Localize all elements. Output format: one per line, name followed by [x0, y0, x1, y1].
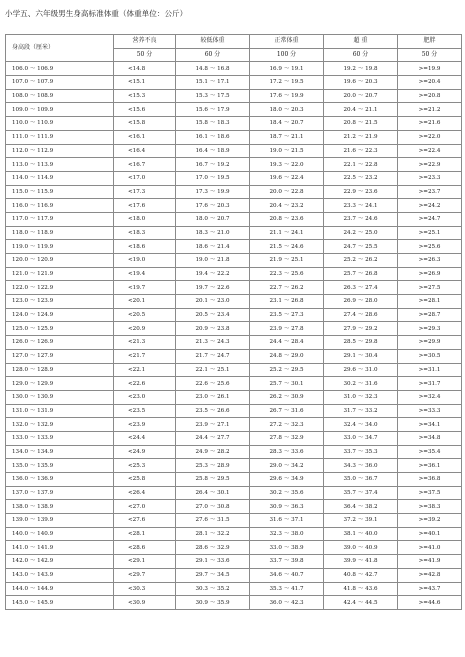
- obese-cell: >=35.4: [398, 445, 462, 459]
- malnutrition-cell: <20.1: [114, 295, 176, 309]
- malnutrition-cell: <18.0: [114, 212, 176, 226]
- low-weight-cell: 17.6 ～ 20.3: [176, 199, 250, 213]
- obese-cell: >=33.3: [398, 404, 462, 418]
- height-range-cell: 113.0 ～ 113.9: [6, 158, 114, 172]
- height-range-cell: 128.0 ～ 128.9: [6, 363, 114, 377]
- malnutrition-cell: <27.6: [114, 514, 176, 528]
- obese-cell: >=36.1: [398, 459, 462, 473]
- normal-weight-cell: 19.0 ～ 21.5: [250, 144, 324, 158]
- normal-weight-cell: 23.5 ～ 27.3: [250, 308, 324, 322]
- overweight-cell: 29.1 ～ 30.4: [324, 349, 398, 363]
- obese-cell: >=37.5: [398, 486, 462, 500]
- malnutrition-cell: <22.6: [114, 377, 176, 391]
- overweight-cell: 25.7 ～ 26.8: [324, 267, 398, 281]
- normal-weight-cell: 21.9 ～ 25.1: [250, 254, 324, 268]
- obese-cell: >=22.0: [398, 130, 462, 144]
- table-row: [6, 418, 462, 432]
- overweight-cell: 31.7 ～ 33.2: [324, 404, 398, 418]
- height-range-cell: 136.0 ～ 136.9: [6, 473, 114, 487]
- low-weight-cell: 25.3 ～ 28.9: [176, 459, 250, 473]
- low-weight-cell: 15.6 ～ 17.9: [176, 103, 250, 117]
- overweight-cell: 22.5 ～ 23.2: [324, 171, 398, 185]
- overweight-cell: 24.2 ～ 25.0: [324, 226, 398, 240]
- normal-weight-cell: 23.1 ～ 26.8: [250, 295, 324, 309]
- height-range-cell: 144.0 ～ 144.9: [6, 582, 114, 596]
- malnutrition-cell: <23.9: [114, 418, 176, 432]
- low-weight-cell: 17.3 ～ 19.9: [176, 185, 250, 199]
- obese-cell: >=20.4: [398, 76, 462, 90]
- overweight-cell: 37.2 ～ 39.1: [324, 514, 398, 528]
- malnutrition-cell: <15.3: [114, 89, 176, 103]
- height-range-cell: 140.0 ～ 140.9: [6, 527, 114, 541]
- low-weight-cell: 16.1 ～ 18.6: [176, 130, 250, 144]
- table-row: [6, 76, 462, 90]
- height-range-cell: 145.0 ～ 145.9: [6, 596, 114, 610]
- normal-weight-cell: 20.0 ～ 22.8: [250, 185, 324, 199]
- malnutrition-cell: <15.6: [114, 103, 176, 117]
- low-weight-cell: 20.5 ～ 23.4: [176, 308, 250, 322]
- height-range-cell: 142.0 ～ 142.9: [6, 555, 114, 569]
- height-range-cell: 106.0 ～ 106.9: [6, 62, 114, 76]
- table-row: [6, 500, 462, 514]
- height-range-cell: 123.0 ～ 123.9: [6, 295, 114, 309]
- low-weight-cell: 19.4 ～ 22.2: [176, 267, 250, 281]
- normal-weight-cell: 29.6 ～ 34.9: [250, 473, 324, 487]
- low-weight-cell: 22.6 ～ 25.6: [176, 377, 250, 391]
- normal-weight-cell: 32.3 ～ 38.0: [250, 527, 324, 541]
- malnutrition-cell: <27.0: [114, 500, 176, 514]
- overweight-cell: 34.3 ～ 36.0: [324, 459, 398, 473]
- malnutrition-cell: <22.1: [114, 363, 176, 377]
- obese-cell: >=21.6: [398, 117, 462, 131]
- low-weight-cell: 29.1 ～ 33.6: [176, 555, 250, 569]
- low-weight-cell: 30.3 ～ 35.2: [176, 582, 250, 596]
- table-row: [6, 555, 462, 569]
- obese-cell: >=28.1: [398, 295, 462, 309]
- table-row: [6, 445, 462, 459]
- malnutrition-cell: <29.7: [114, 568, 176, 582]
- overweight-cell: 20.4 ～ 21.1: [324, 103, 398, 117]
- normal-weight-cell: 26.2 ～ 30.9: [250, 390, 324, 404]
- height-range-cell: 138.0 ～ 138.9: [6, 500, 114, 514]
- obese-cell: >=41.9: [398, 555, 462, 569]
- normal-weight-cell: 30.9 ～ 36.3: [250, 500, 324, 514]
- overweight-cell: 26.9 ～ 28.0: [324, 295, 398, 309]
- score-obese: 50 分: [398, 48, 462, 62]
- normal-weight-cell: 34.6 ～ 40.7: [250, 568, 324, 582]
- table-row: [6, 199, 462, 213]
- obese-cell: >=26.9: [398, 267, 462, 281]
- obese-cell: >=23.7: [398, 185, 462, 199]
- obese-cell: >=41.0: [398, 541, 462, 555]
- table-row: [6, 322, 462, 336]
- malnutrition-cell: <23.0: [114, 390, 176, 404]
- height-range-cell: 132.0 ～ 132.9: [6, 418, 114, 432]
- malnutrition-cell: <23.5: [114, 404, 176, 418]
- overweight-cell: 22.1 ～ 22.8: [324, 158, 398, 172]
- overweight-cell: 23.3 ～ 24.1: [324, 199, 398, 213]
- obese-cell: >=44.6: [398, 596, 462, 610]
- low-weight-cell: 29.7 ～ 34.5: [176, 568, 250, 582]
- table-body: [6, 62, 462, 610]
- header-obese: 肥胖: [398, 35, 462, 49]
- malnutrition-cell: <24.9: [114, 445, 176, 459]
- table-row: [6, 295, 462, 309]
- normal-weight-cell: 29.0 ～ 34.2: [250, 459, 324, 473]
- overweight-cell: 25.2 ～ 26.2: [324, 254, 398, 268]
- obese-cell: >=34.8: [398, 431, 462, 445]
- obese-cell: >=24.7: [398, 212, 462, 226]
- low-weight-cell: 22.1 ～ 25.1: [176, 363, 250, 377]
- obese-cell: >=30.5: [398, 349, 462, 363]
- low-weight-cell: 19.0 ～ 21.8: [176, 254, 250, 268]
- low-weight-cell: 16.4 ～ 18.9: [176, 144, 250, 158]
- table-row: [6, 527, 462, 541]
- normal-weight-cell: 18.4 ～ 20.7: [250, 117, 324, 131]
- height-range-cell: 126.0 ～ 126.9: [6, 336, 114, 350]
- overweight-cell: 41.8 ～ 43.6: [324, 582, 398, 596]
- obese-cell: >=27.5: [398, 281, 462, 295]
- normal-weight-cell: 21.1 ～ 24.1: [250, 226, 324, 240]
- obese-cell: >=25.6: [398, 240, 462, 254]
- low-weight-cell: 21.3 ～ 24.3: [176, 336, 250, 350]
- height-range-cell: 110.0 ～ 110.9: [6, 117, 114, 131]
- obese-cell: >=34.1: [398, 418, 462, 432]
- height-range-cell: 130.0 ～ 130.9: [6, 390, 114, 404]
- low-weight-cell: 18.0 ～ 20.7: [176, 212, 250, 226]
- malnutrition-cell: <19.4: [114, 267, 176, 281]
- low-weight-cell: 15.8 ～ 18.3: [176, 117, 250, 131]
- malnutrition-cell: <15.8: [114, 117, 176, 131]
- table-row: [6, 62, 462, 76]
- height-range-cell: 135.0 ～ 135.9: [6, 459, 114, 473]
- table-row: [6, 336, 462, 350]
- table-row: [6, 103, 462, 117]
- table-row: [6, 281, 462, 295]
- height-range-header: 身高段（厘米）: [6, 35, 114, 62]
- obese-cell: >=40.1: [398, 527, 462, 541]
- malnutrition-cell: <20.5: [114, 308, 176, 322]
- obese-cell: >=36.8: [398, 473, 462, 487]
- table-row: [6, 171, 462, 185]
- normal-weight-cell: 26.7 ～ 31.6: [250, 404, 324, 418]
- height-range-cell: 134.0 ～ 134.9: [6, 445, 114, 459]
- table-row: [6, 596, 462, 610]
- malnutrition-cell: <18.6: [114, 240, 176, 254]
- malnutrition-cell: <28.6: [114, 541, 176, 555]
- normal-weight-cell: 25.7 ～ 30.1: [250, 377, 324, 391]
- overweight-cell: 27.9 ～ 29.2: [324, 322, 398, 336]
- normal-weight-cell: 31.6 ～ 37.1: [250, 514, 324, 528]
- overweight-cell: 30.2 ～ 31.6: [324, 377, 398, 391]
- table-row: [6, 308, 462, 322]
- obese-cell: >=28.7: [398, 308, 462, 322]
- weight-standard-table: [5, 34, 462, 610]
- malnutrition-cell: <16.1: [114, 130, 176, 144]
- obese-cell: >=38.3: [398, 500, 462, 514]
- table-row: [6, 404, 462, 418]
- obese-cell: >=29.9: [398, 336, 462, 350]
- normal-weight-cell: 35.3 ～ 41.7: [250, 582, 324, 596]
- header-overweight: 超 重: [324, 35, 398, 49]
- table-row: [6, 377, 462, 391]
- obese-cell: >=32.4: [398, 390, 462, 404]
- normal-weight-cell: 25.2 ～ 29.5: [250, 363, 324, 377]
- low-weight-cell: 20.1 ～ 23.0: [176, 295, 250, 309]
- obese-cell: >=42.8: [398, 568, 462, 582]
- overweight-cell: 28.5 ～ 29.8: [324, 336, 398, 350]
- low-weight-cell: 18.3 ～ 21.0: [176, 226, 250, 240]
- overweight-cell: 26.3 ～ 27.4: [324, 281, 398, 295]
- overweight-cell: 27.4 ～ 28.6: [324, 308, 398, 322]
- table-row: [6, 267, 462, 281]
- malnutrition-cell: <19.7: [114, 281, 176, 295]
- normal-weight-cell: 19.3 ～ 22.0: [250, 158, 324, 172]
- height-range-cell: 111.0 ～ 111.9: [6, 130, 114, 144]
- low-weight-cell: 23.5 ～ 26.6: [176, 404, 250, 418]
- obese-cell: >=20.8: [398, 89, 462, 103]
- height-range-cell: 112.0 ～ 112.9: [6, 144, 114, 158]
- low-weight-cell: 19.7 ～ 22.6: [176, 281, 250, 295]
- normal-weight-cell: 36.0 ～ 42.3: [250, 596, 324, 610]
- table-row: [6, 185, 462, 199]
- low-weight-cell: 27.0 ～ 30.8: [176, 500, 250, 514]
- normal-weight-cell: 22.3 ～ 25.6: [250, 267, 324, 281]
- header-low-weight: 较低体重: [176, 35, 250, 49]
- height-range-cell: 118.0 ～ 118.9: [6, 226, 114, 240]
- normal-weight-cell: 18.0 ～ 20.3: [250, 103, 324, 117]
- obese-cell: >=26.3: [398, 254, 462, 268]
- overweight-cell: 22.9 ～ 23.6: [324, 185, 398, 199]
- normal-weight-cell: 21.5 ～ 24.6: [250, 240, 324, 254]
- malnutrition-cell: <16.7: [114, 158, 176, 172]
- malnutrition-cell: <20.9: [114, 322, 176, 336]
- obese-cell: >=22.9: [398, 158, 462, 172]
- table-row: [6, 486, 462, 500]
- overweight-cell: 38.1 ～ 40.0: [324, 527, 398, 541]
- obese-cell: >=31.1: [398, 363, 462, 377]
- low-weight-cell: 28.1 ～ 32.2: [176, 527, 250, 541]
- height-range-cell: 107.0 ～ 107.9: [6, 76, 114, 90]
- normal-weight-cell: 20.8 ～ 23.6: [250, 212, 324, 226]
- table-row: [6, 390, 462, 404]
- normal-weight-cell: 24.4 ～ 28.4: [250, 336, 324, 350]
- malnutrition-cell: <21.3: [114, 336, 176, 350]
- height-range-cell: 116.0 ～ 116.9: [6, 199, 114, 213]
- table-row: [6, 459, 462, 473]
- obese-cell: >=23.3: [398, 171, 462, 185]
- score-overweight: 60 分: [324, 48, 398, 62]
- height-range-cell: 124.0 ～ 124.9: [6, 308, 114, 322]
- table-row: [6, 431, 462, 445]
- obese-cell: >=39.2: [398, 514, 462, 528]
- low-weight-cell: 24.9 ～ 28.2: [176, 445, 250, 459]
- header-row-categories: [6, 35, 462, 49]
- table-row: [6, 582, 462, 596]
- low-weight-cell: 25.8 ～ 29.5: [176, 473, 250, 487]
- low-weight-cell: 21.7 ～ 24.7: [176, 349, 250, 363]
- height-range-cell: 108.0 ～ 108.9: [6, 89, 114, 103]
- height-range-cell: 133.0 ～ 133.9: [6, 431, 114, 445]
- low-weight-cell: 20.9 ～ 23.8: [176, 322, 250, 336]
- overweight-cell: 31.0 ～ 32.3: [324, 390, 398, 404]
- low-weight-cell: 23.0 ～ 26.1: [176, 390, 250, 404]
- table-row: [6, 89, 462, 103]
- malnutrition-cell: <16.4: [114, 144, 176, 158]
- overweight-cell: 40.8 ～ 42.7: [324, 568, 398, 582]
- low-weight-cell: 16.7 ～ 19.2: [176, 158, 250, 172]
- normal-weight-cell: 16.9 ～ 19.1: [250, 62, 324, 76]
- low-weight-cell: 24.4 ～ 27.7: [176, 431, 250, 445]
- malnutrition-cell: <21.7: [114, 349, 176, 363]
- malnutrition-cell: <17.3: [114, 185, 176, 199]
- table-row: [6, 514, 462, 528]
- table-row: [6, 117, 462, 131]
- height-range-cell: 127.0 ～ 127.9: [6, 349, 114, 363]
- table-row: [6, 240, 462, 254]
- height-range-cell: 131.0 ～ 131.9: [6, 404, 114, 418]
- table-row: [6, 226, 462, 240]
- table-row: [6, 349, 462, 363]
- header-malnutrition: 营养不良: [114, 35, 176, 49]
- score-malnutrition: 50 分: [114, 48, 176, 62]
- score-low-weight: 60 分: [176, 48, 250, 62]
- overweight-cell: 35.7 ～ 37.4: [324, 486, 398, 500]
- height-range-cell: 119.0 ～ 119.9: [6, 240, 114, 254]
- malnutrition-cell: <25.3: [114, 459, 176, 473]
- normal-weight-cell: 24.8 ～ 29.0: [250, 349, 324, 363]
- table-row: [6, 541, 462, 555]
- malnutrition-cell: <19.0: [114, 254, 176, 268]
- normal-weight-cell: 30.2 ～ 35.6: [250, 486, 324, 500]
- low-weight-cell: 17.0 ～ 19.5: [176, 171, 250, 185]
- obese-cell: >=22.4: [398, 144, 462, 158]
- overweight-cell: 20.0 ～ 20.7: [324, 89, 398, 103]
- obese-cell: >=24.2: [398, 199, 462, 213]
- overweight-cell: 33.0 ～ 34.7: [324, 431, 398, 445]
- overweight-cell: 36.4 ～ 38.2: [324, 500, 398, 514]
- height-range-cell: 122.0 ～ 122.9: [6, 281, 114, 295]
- obese-cell: >=19.9: [398, 62, 462, 76]
- malnutrition-cell: <24.4: [114, 431, 176, 445]
- low-weight-cell: 28.6 ～ 32.9: [176, 541, 250, 555]
- normal-weight-cell: 27.8 ～ 32.9: [250, 431, 324, 445]
- overweight-cell: 20.8 ～ 21.5: [324, 117, 398, 131]
- low-weight-cell: 15.3 ～ 17.5: [176, 89, 250, 103]
- overweight-cell: 24.7 ～ 25.5: [324, 240, 398, 254]
- height-range-cell: 143.0 ～ 143.9: [6, 568, 114, 582]
- malnutrition-cell: <30.3: [114, 582, 176, 596]
- overweight-cell: 33.7 ～ 35.3: [324, 445, 398, 459]
- low-weight-cell: 18.6 ～ 21.4: [176, 240, 250, 254]
- overweight-cell: 19.2 ～ 19.8: [324, 62, 398, 76]
- obese-cell: >=43.7: [398, 582, 462, 596]
- normal-weight-cell: 33.7 ～ 39.8: [250, 555, 324, 569]
- overweight-cell: 21.2 ～ 21.9: [324, 130, 398, 144]
- low-weight-cell: 14.8 ～ 16.8: [176, 62, 250, 76]
- height-range-cell: 114.0 ～ 114.9: [6, 171, 114, 185]
- low-weight-cell: 27.6 ～ 31.5: [176, 514, 250, 528]
- low-weight-cell: 26.4 ～ 30.1: [176, 486, 250, 500]
- malnutrition-cell: <14.8: [114, 62, 176, 76]
- table-row: [6, 363, 462, 377]
- malnutrition-cell: <17.0: [114, 171, 176, 185]
- malnutrition-cell: <17.6: [114, 199, 176, 213]
- malnutrition-cell: <18.3: [114, 226, 176, 240]
- low-weight-cell: 30.9 ～ 35.9: [176, 596, 250, 610]
- overweight-cell: 35.0 ～ 36.7: [324, 473, 398, 487]
- table-row: [6, 144, 462, 158]
- obese-cell: >=29.3: [398, 322, 462, 336]
- height-range-cell: 121.0 ～ 121.9: [6, 267, 114, 281]
- overweight-cell: 39.9 ～ 41.8: [324, 555, 398, 569]
- overweight-cell: 19.6 ～ 20.3: [324, 76, 398, 90]
- height-range-cell: 117.0 ～ 117.9: [6, 212, 114, 226]
- height-range-cell: 125.0 ～ 125.9: [6, 322, 114, 336]
- normal-weight-cell: 17.2 ～ 19.5: [250, 76, 324, 90]
- low-weight-cell: 15.1 ～ 17.1: [176, 76, 250, 90]
- height-range-cell: 109.0 ～ 109.9: [6, 103, 114, 117]
- table-row: [6, 158, 462, 172]
- normal-weight-cell: 27.2 ～ 32.3: [250, 418, 324, 432]
- normal-weight-cell: 23.9 ～ 27.8: [250, 322, 324, 336]
- normal-weight-cell: 20.4 ～ 23.2: [250, 199, 324, 213]
- normal-weight-cell: 22.7 ～ 26.2: [250, 281, 324, 295]
- table-row: [6, 254, 462, 268]
- malnutrition-cell: <29.1: [114, 555, 176, 569]
- document-title: 小学五、六年级男生身高标准体重（体重单位：公斤）: [5, 9, 188, 18]
- overweight-cell: 32.4 ～ 34.0: [324, 418, 398, 432]
- table-row: [6, 568, 462, 582]
- overweight-cell: 23.7 ～ 24.6: [324, 212, 398, 226]
- table-row: [6, 473, 462, 487]
- overweight-cell: 21.6 ～ 22.3: [324, 144, 398, 158]
- table-row: [6, 130, 462, 144]
- height-range-cell: 141.0 ～ 141.9: [6, 541, 114, 555]
- malnutrition-cell: <15.1: [114, 76, 176, 90]
- score-normal-weight: 100 分: [250, 48, 324, 62]
- normal-weight-cell: 28.3 ～ 33.6: [250, 445, 324, 459]
- obese-cell: >=25.1: [398, 226, 462, 240]
- obese-cell: >=21.2: [398, 103, 462, 117]
- malnutrition-cell: <25.8: [114, 473, 176, 487]
- malnutrition-cell: <28.1: [114, 527, 176, 541]
- height-range-cell: 137.0 ～ 137.9: [6, 486, 114, 500]
- malnutrition-cell: <30.9: [114, 596, 176, 610]
- malnutrition-cell: <26.4: [114, 486, 176, 500]
- table-row: [6, 212, 462, 226]
- normal-weight-cell: 19.6 ～ 22.4: [250, 171, 324, 185]
- height-range-cell: 139.0 ～ 139.9: [6, 514, 114, 528]
- normal-weight-cell: 18.7 ～ 21.1: [250, 130, 324, 144]
- height-range-cell: 120.0 ～ 120.9: [6, 254, 114, 268]
- header-normal-weight: 正常体重: [250, 35, 324, 49]
- normal-weight-cell: 17.6 ～ 19.9: [250, 89, 324, 103]
- obese-cell: >=31.7: [398, 377, 462, 391]
- overweight-cell: 42.4 ～ 44.5: [324, 596, 398, 610]
- overweight-cell: 29.6 ～ 31.0: [324, 363, 398, 377]
- height-range-cell: 129.0 ～ 129.9: [6, 377, 114, 391]
- overweight-cell: 39.0 ～ 40.9: [324, 541, 398, 555]
- normal-weight-cell: 33.0 ～ 38.9: [250, 541, 324, 555]
- height-range-cell: 115.0 ～ 115.9: [6, 185, 114, 199]
- low-weight-cell: 23.9 ～ 27.1: [176, 418, 250, 432]
